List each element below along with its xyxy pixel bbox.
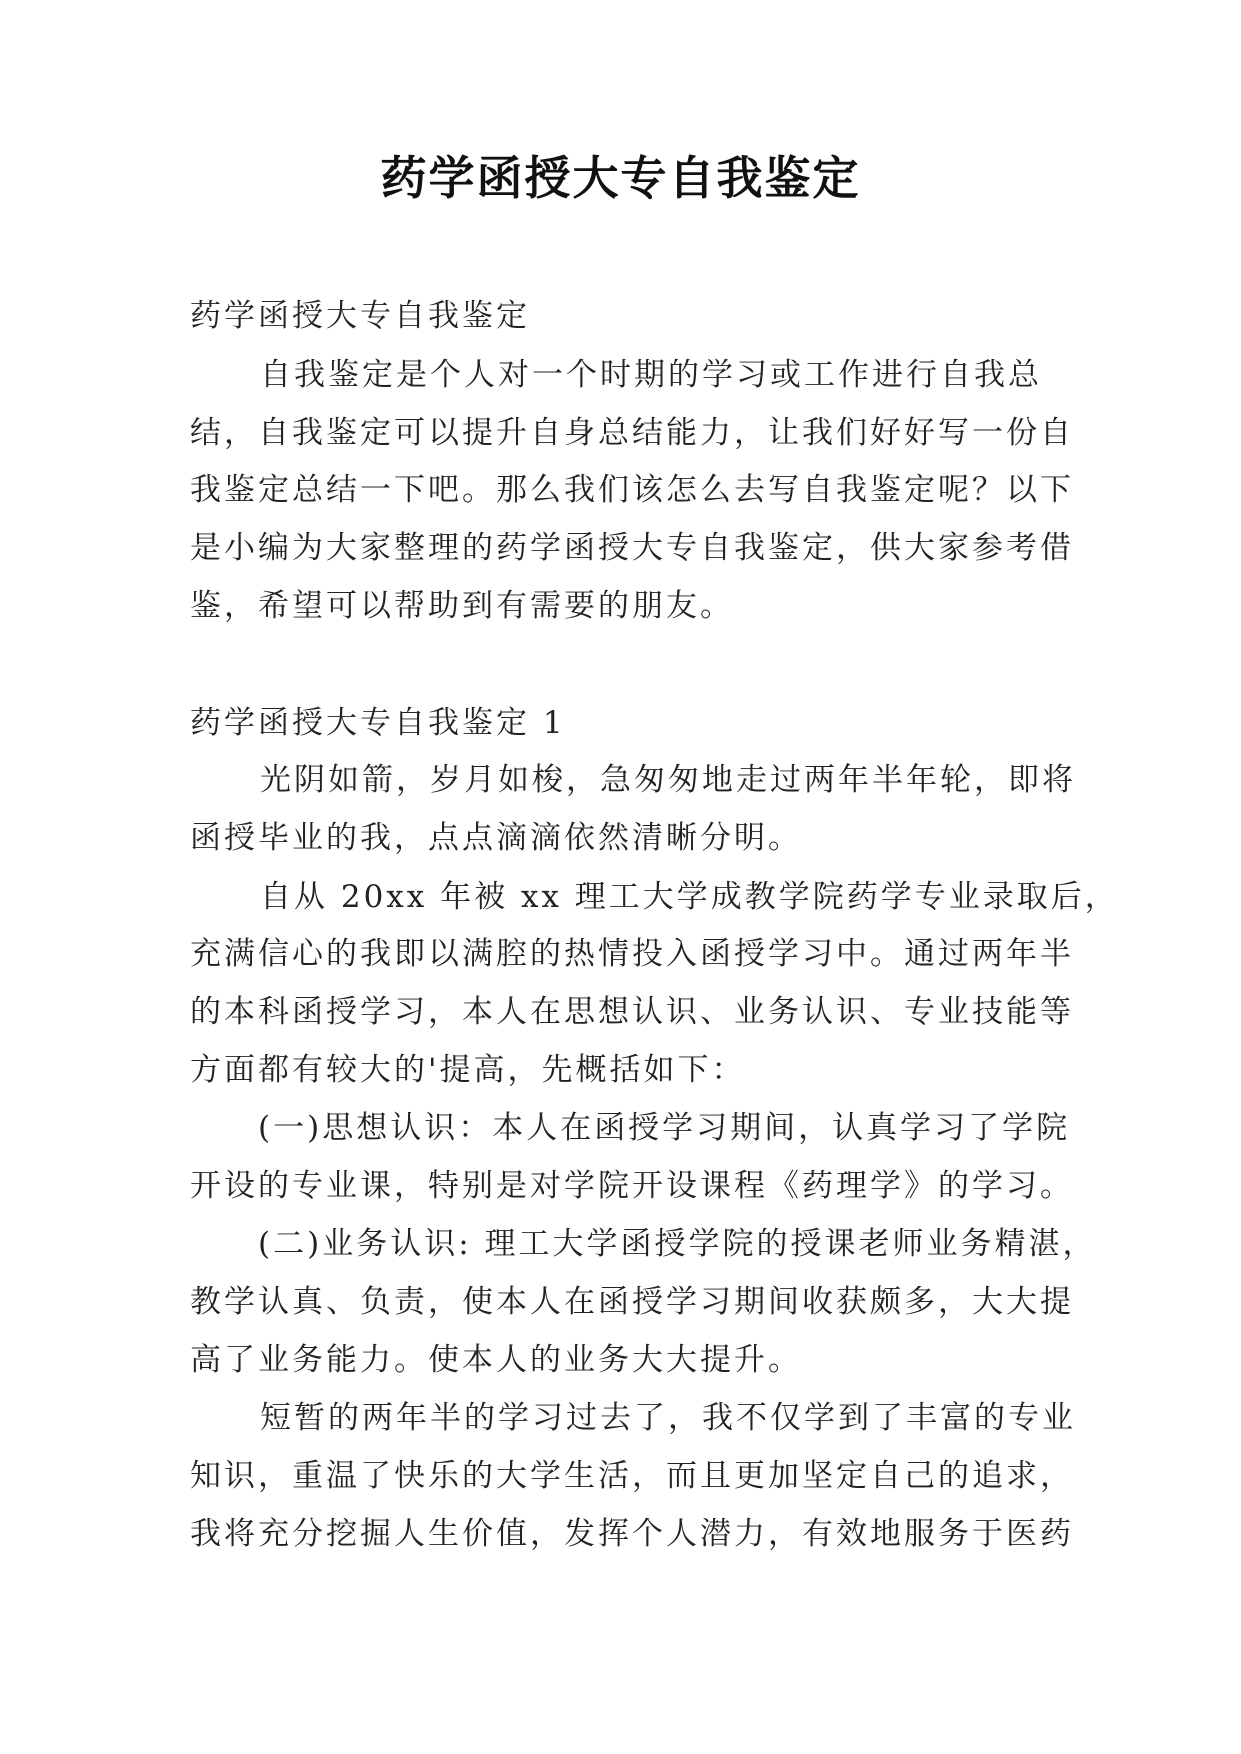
body-line: 方面都有较大的'提高，先概括如下： xyxy=(190,1052,746,1088)
body-line: 我将充分挖掘人生价值，发挥个人潜力，有效地服务于医药 xyxy=(190,1516,1074,1552)
body-line: 的本科函授学习，本人在思想认识、业务认识、专业技能等 xyxy=(190,994,1074,1030)
body-line: (一)思想认识：本人在函授学习期间，认真学习了学院 xyxy=(258,1110,1071,1146)
body-line: 知识，重温了快乐的大学生活，而且更加坚定自己的追求， xyxy=(190,1458,1074,1494)
body-line: (二)业务认识: 理工大学函授学院的授课老师业务精湛， xyxy=(258,1226,1097,1262)
body-line: 函授毕业的我，点点滴滴依然清晰分明。 xyxy=(190,820,802,856)
intro-line: 结，自我鉴定可以提升自身总结能力，让我们好好写一份自 xyxy=(190,415,1074,451)
body-line: 充满信心的我即以满腔的热情投入函授学习中。通过两年半 xyxy=(190,936,1074,972)
section-heading: 药学函授大专自我鉴定 1 xyxy=(190,705,566,741)
body-line: 开设的专业课，特别是对学院开设课程《药理学》的学习。 xyxy=(190,1168,1074,1204)
intro-line: 我鉴定总结一下吧。那么我们该怎么去写自我鉴定呢？以下 xyxy=(190,472,1074,508)
body-line: 光阴如箭，岁月如梭，急匆匆地走过两年半年轮，即将 xyxy=(260,762,1076,798)
body-line: 高了业务能力。使本人的业务大大提升。 xyxy=(190,1342,802,1378)
document-title: 药学函授大专自我鉴定 xyxy=(380,151,861,205)
intro-line: 自我鉴定是个人对一个时期的学习或工作进行自我总 xyxy=(260,357,1042,393)
body-line: 自从 20xx 年被 xx 理工大学成教学院药学专业录取后， xyxy=(260,879,1119,915)
intro-line: 是小编为大家整理的药学函授大专自我鉴定，供大家参考借 xyxy=(190,530,1074,566)
subtitle-line: 药学函授大专自我鉴定 xyxy=(190,298,530,334)
intro-line: 鉴，希望可以帮助到有需要的朋友。 xyxy=(190,588,734,624)
body-line: 短暂的两年半的学习过去了，我不仅学到了丰富的专业 xyxy=(260,1400,1076,1436)
body-line: 教学认真、负责，使本人在函授学习期间收获颇多，大大提 xyxy=(190,1284,1074,1320)
